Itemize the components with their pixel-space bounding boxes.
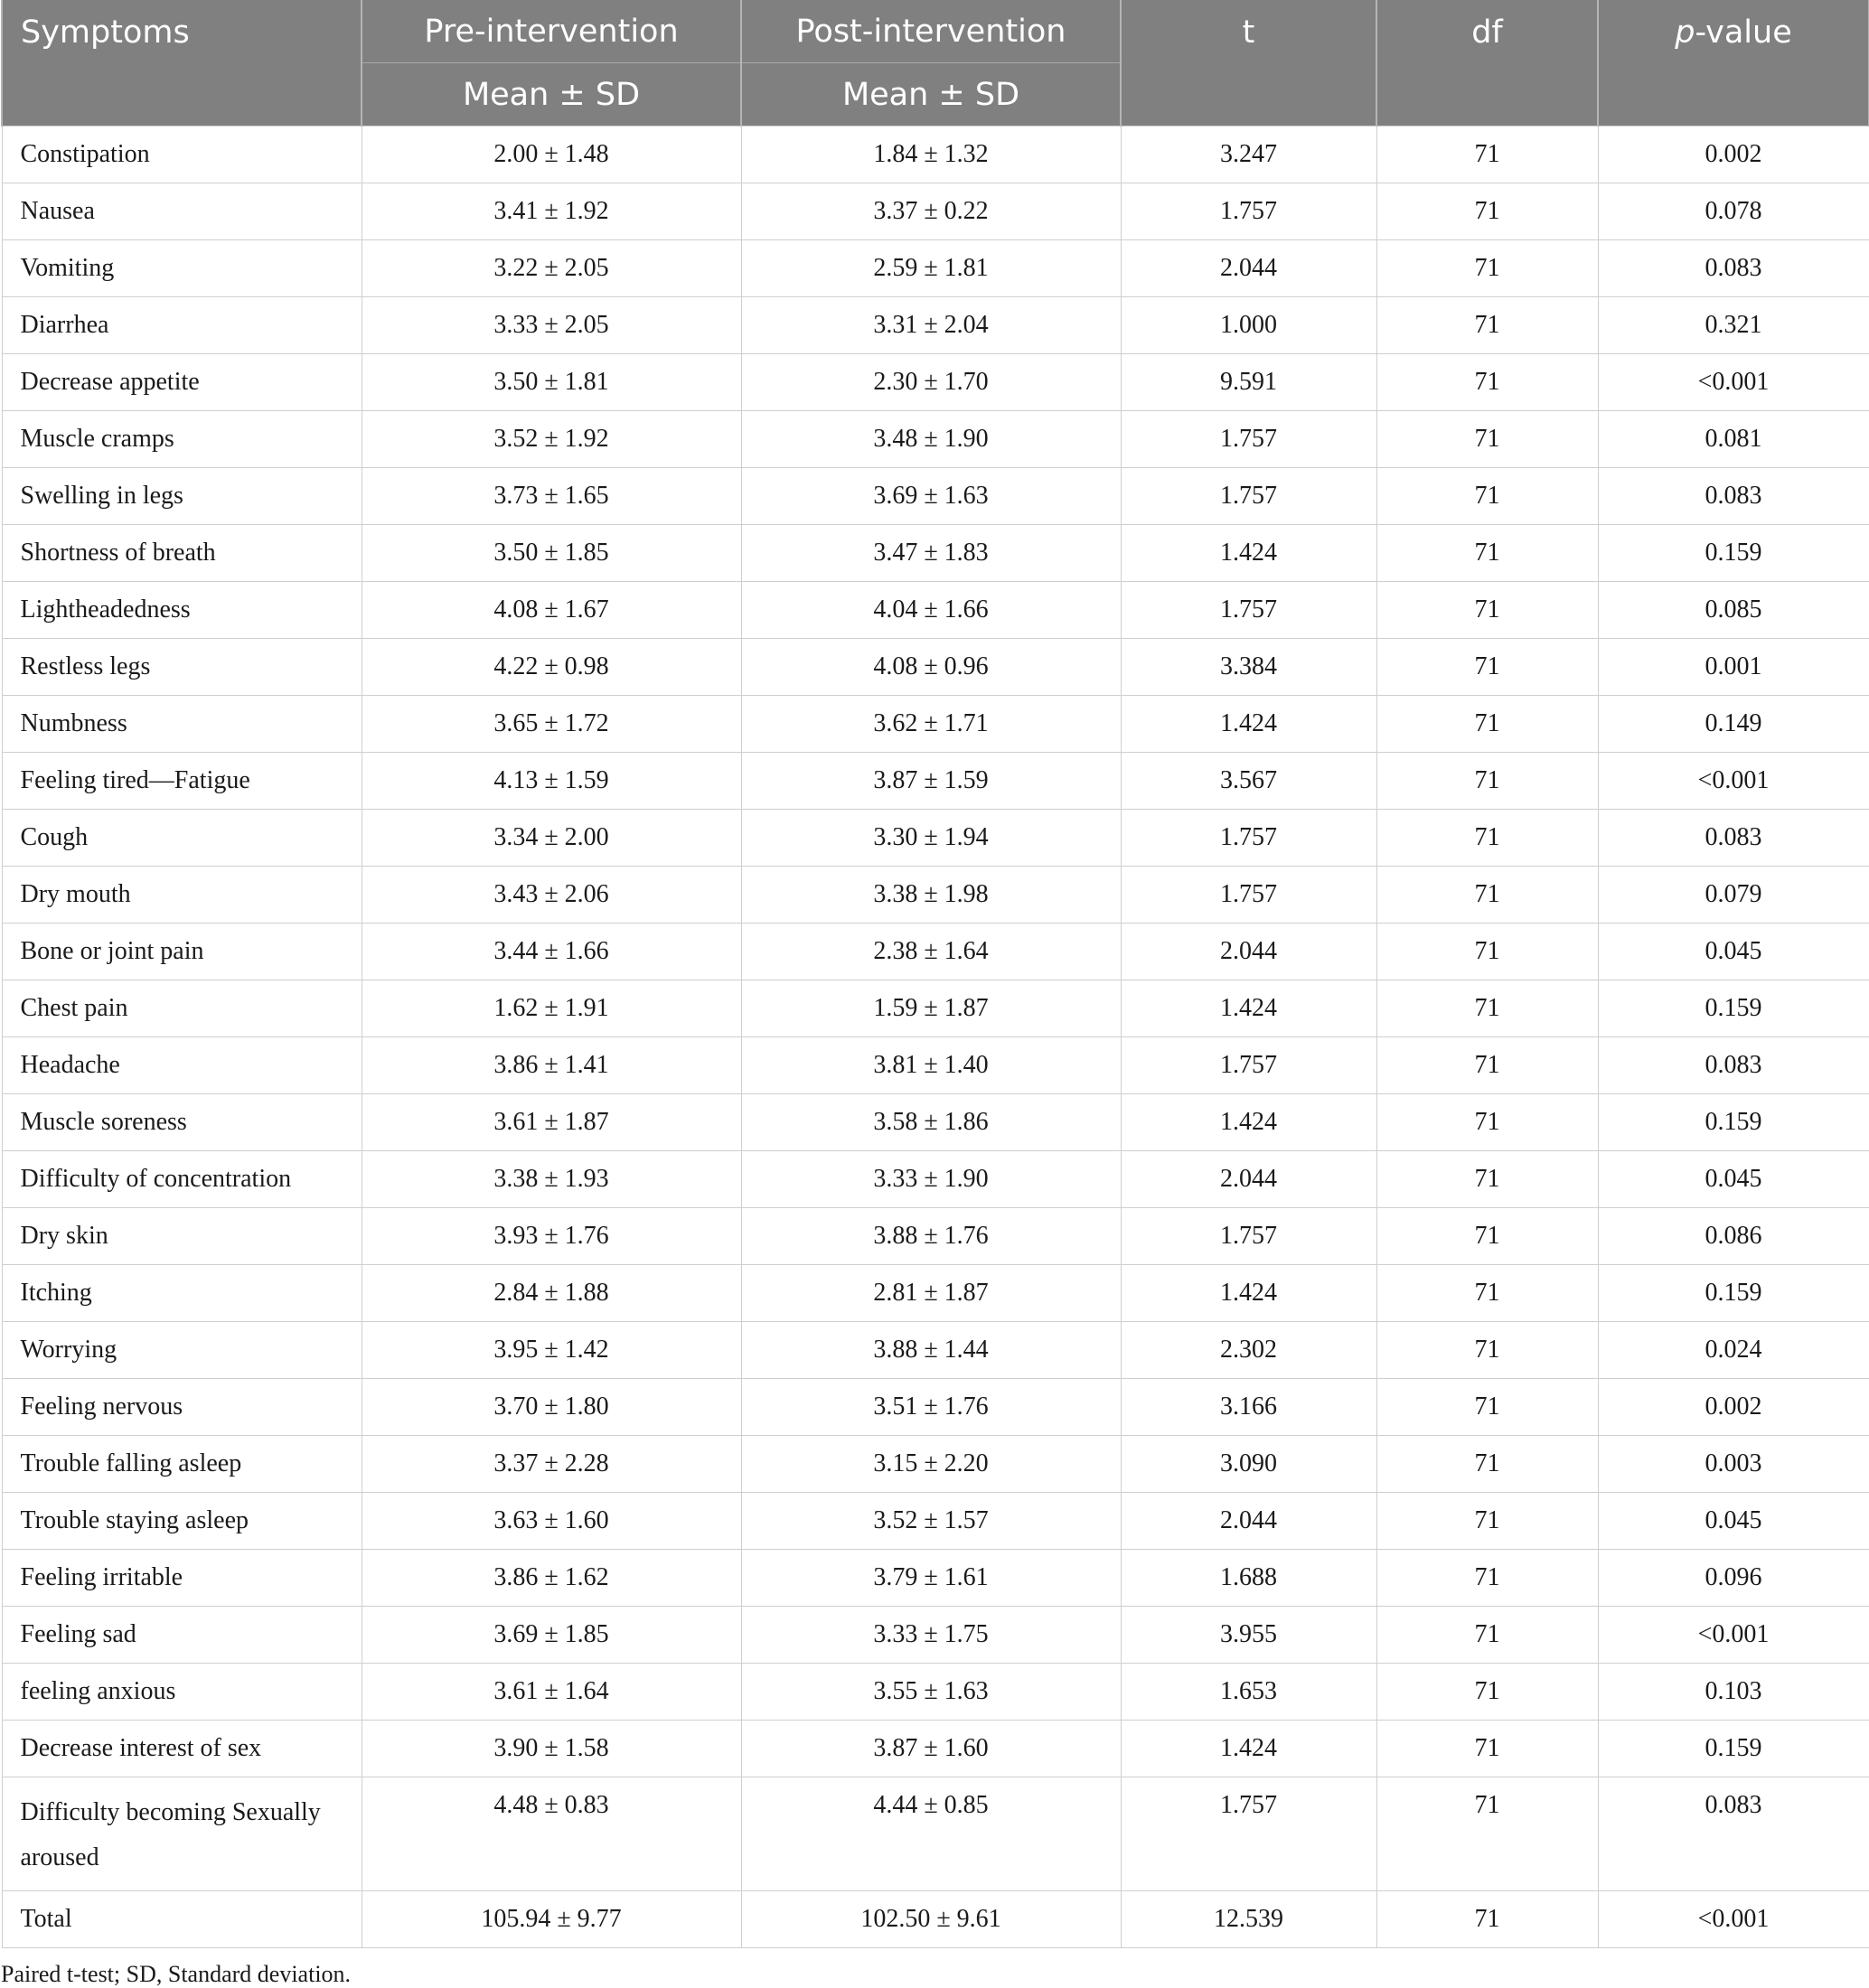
cell-t: 1.688 bbox=[1121, 1550, 1376, 1607]
cell-t: 12.539 bbox=[1121, 1891, 1376, 1948]
table-header bbox=[2, 0, 1869, 127]
cell-post-intervention: 3.69 ± 1.63 bbox=[741, 468, 1121, 525]
cell-t: 2.302 bbox=[1121, 1322, 1376, 1379]
cell-pre-intervention: 3.63 ± 1.60 bbox=[362, 1493, 741, 1550]
cell-pre-intervention: 3.22 ± 2.05 bbox=[362, 240, 741, 297]
table-row bbox=[2, 753, 1869, 810]
cell-p-value: 0.085 bbox=[1598, 582, 1869, 639]
cell-p-value: <0.001 bbox=[1598, 1891, 1869, 1948]
cell-df: 71 bbox=[1376, 1436, 1598, 1493]
cell-pre-intervention: 3.61 ± 1.87 bbox=[362, 1094, 741, 1151]
cell-post-intervention: 3.58 ± 1.86 bbox=[741, 1094, 1121, 1151]
table-row bbox=[2, 1777, 1869, 1891]
table-row bbox=[2, 582, 1869, 639]
header-t: t bbox=[1121, 0, 1376, 127]
cell-post-intervention: 4.44 ± 0.85 bbox=[741, 1777, 1121, 1891]
cell-p-value: 0.078 bbox=[1598, 183, 1869, 240]
cell-post-intervention: 3.52 ± 1.57 bbox=[741, 1493, 1121, 1550]
cell-symptom: Trouble falling asleep bbox=[2, 1436, 362, 1493]
cell-symptom: feeling anxious bbox=[2, 1664, 362, 1721]
cell-post-intervention: 3.87 ± 1.60 bbox=[741, 1721, 1121, 1777]
cell-symptom: Nausea bbox=[2, 183, 362, 240]
cell-symptom: Diarrhea bbox=[2, 297, 362, 354]
cell-pre-intervention: 3.33 ± 2.05 bbox=[362, 297, 741, 354]
cell-df: 71 bbox=[1376, 867, 1598, 924]
cell-df: 71 bbox=[1376, 1607, 1598, 1664]
cell-pre-intervention: 4.22 ± 0.98 bbox=[362, 639, 741, 696]
cell-df: 71 bbox=[1376, 696, 1598, 753]
cell-post-intervention: 3.87 ± 1.59 bbox=[741, 753, 1121, 810]
cell-post-intervention: 2.59 ± 1.81 bbox=[741, 240, 1121, 297]
cell-p-value: <0.001 bbox=[1598, 1607, 1869, 1664]
cell-symptom: Muscle soreness bbox=[2, 1094, 362, 1151]
cell-p-value: 0.045 bbox=[1598, 1151, 1869, 1208]
cell-p-value: <0.001 bbox=[1598, 354, 1869, 411]
table-row bbox=[2, 297, 1869, 354]
table-row bbox=[2, 1379, 1869, 1436]
cell-p-value: 0.321 bbox=[1598, 297, 1869, 354]
cell-symptom: Decrease appetite bbox=[2, 354, 362, 411]
cell-t: 1.757 bbox=[1121, 1777, 1376, 1891]
cell-t: 1.757 bbox=[1121, 810, 1376, 867]
cell-pre-intervention: 105.94 ± 9.77 bbox=[362, 1891, 741, 1948]
table-row bbox=[2, 1037, 1869, 1094]
cell-symptom: Decrease interest of sex bbox=[2, 1721, 362, 1777]
cell-t: 3.247 bbox=[1121, 127, 1376, 183]
cell-pre-intervention: 3.90 ± 1.58 bbox=[362, 1721, 741, 1777]
cell-post-intervention: 3.47 ± 1.83 bbox=[741, 525, 1121, 582]
cell-df: 71 bbox=[1376, 297, 1598, 354]
table-row bbox=[2, 810, 1869, 867]
cell-pre-intervention: 3.52 ± 1.92 bbox=[362, 411, 741, 468]
cell-post-intervention: 3.62 ± 1.71 bbox=[741, 696, 1121, 753]
cell-post-intervention: 3.88 ± 1.44 bbox=[741, 1322, 1121, 1379]
cell-post-intervention: 2.81 ± 1.87 bbox=[741, 1265, 1121, 1322]
cell-df: 71 bbox=[1376, 1094, 1598, 1151]
cell-symptom: Difficulty becoming Sexually aroused bbox=[2, 1777, 362, 1891]
cell-symptom: Feeling sad bbox=[2, 1607, 362, 1664]
cell-symptom: Itching bbox=[2, 1265, 362, 1322]
cell-symptom: Cough bbox=[2, 810, 362, 867]
table-row bbox=[2, 924, 1869, 980]
cell-t: 1.757 bbox=[1121, 867, 1376, 924]
cell-df: 71 bbox=[1376, 183, 1598, 240]
cell-symptom: Dry skin bbox=[2, 1208, 362, 1265]
table-row bbox=[2, 127, 1869, 183]
cell-p-value: <0.001 bbox=[1598, 753, 1869, 810]
cell-symptom: Constipation bbox=[2, 127, 362, 183]
cell-symptom: Lightheadedness bbox=[2, 582, 362, 639]
cell-post-intervention: 3.81 ± 1.40 bbox=[741, 1037, 1121, 1094]
cell-t: 1.424 bbox=[1121, 696, 1376, 753]
cell-p-value: 0.159 bbox=[1598, 525, 1869, 582]
table-row bbox=[2, 240, 1869, 297]
cell-t: 1.757 bbox=[1121, 582, 1376, 639]
cell-df: 71 bbox=[1376, 127, 1598, 183]
cell-p-value: 0.003 bbox=[1598, 1436, 1869, 1493]
cell-pre-intervention: 4.08 ± 1.67 bbox=[362, 582, 741, 639]
cell-p-value: 0.159 bbox=[1598, 1094, 1869, 1151]
table-row bbox=[2, 696, 1869, 753]
cell-p-value: 0.083 bbox=[1598, 810, 1869, 867]
cell-p-value: 0.001 bbox=[1598, 639, 1869, 696]
cell-pre-intervention: 3.34 ± 2.00 bbox=[362, 810, 741, 867]
cell-t: 1.424 bbox=[1121, 1721, 1376, 1777]
cell-post-intervention: 4.08 ± 0.96 bbox=[741, 639, 1121, 696]
cell-pre-intervention: 3.50 ± 1.81 bbox=[362, 354, 741, 411]
cell-p-value: 0.024 bbox=[1598, 1322, 1869, 1379]
cell-df: 71 bbox=[1376, 1322, 1598, 1379]
table-row bbox=[2, 1322, 1869, 1379]
cell-p-value: 0.045 bbox=[1598, 1493, 1869, 1550]
table-row bbox=[2, 1664, 1869, 1721]
table-row bbox=[2, 639, 1869, 696]
cell-symptom: Restless legs bbox=[2, 639, 362, 696]
cell-post-intervention: 2.30 ± 1.70 bbox=[741, 354, 1121, 411]
table-row bbox=[2, 1550, 1869, 1607]
table-row bbox=[2, 1721, 1869, 1777]
header-post-intervention: Post-intervention bbox=[741, 0, 1121, 63]
cell-t: 2.044 bbox=[1121, 240, 1376, 297]
cell-p-value: 0.083 bbox=[1598, 1777, 1869, 1891]
cell-symptom: Trouble staying asleep bbox=[2, 1493, 362, 1550]
cell-pre-intervention: 4.13 ± 1.59 bbox=[362, 753, 741, 810]
cell-df: 71 bbox=[1376, 1265, 1598, 1322]
cell-post-intervention: 3.37 ± 0.22 bbox=[741, 183, 1121, 240]
header-p-value bbox=[1598, 0, 1869, 127]
cell-post-intervention: 102.50 ± 9.61 bbox=[741, 1891, 1121, 1948]
cell-df: 71 bbox=[1376, 1208, 1598, 1265]
cell-df: 71 bbox=[1376, 1891, 1598, 1948]
cell-post-intervention: 2.38 ± 1.64 bbox=[741, 924, 1121, 980]
cell-t: 1.757 bbox=[1121, 411, 1376, 468]
cell-df: 71 bbox=[1376, 980, 1598, 1037]
cell-symptom: Muscle cramps bbox=[2, 411, 362, 468]
cell-post-intervention: 3.79 ± 1.61 bbox=[741, 1550, 1121, 1607]
cell-t: 2.044 bbox=[1121, 1151, 1376, 1208]
table-row bbox=[2, 183, 1869, 240]
cell-p-value: 0.159 bbox=[1598, 1265, 1869, 1322]
symptoms-table bbox=[1, 0, 1869, 1948]
cell-p-value: 0.086 bbox=[1598, 1208, 1869, 1265]
cell-symptom: Worrying bbox=[2, 1322, 362, 1379]
cell-post-intervention: 3.55 ± 1.63 bbox=[741, 1664, 1121, 1721]
cell-pre-intervention: 1.62 ± 1.91 bbox=[362, 980, 741, 1037]
cell-t: 3.567 bbox=[1121, 753, 1376, 810]
cell-df: 71 bbox=[1376, 525, 1598, 582]
cell-t: 1.424 bbox=[1121, 980, 1376, 1037]
cell-pre-intervention: 3.38 ± 1.93 bbox=[362, 1151, 741, 1208]
table-row bbox=[2, 1891, 1869, 1948]
cell-pre-intervention: 3.86 ± 1.41 bbox=[362, 1037, 741, 1094]
cell-df: 71 bbox=[1376, 1493, 1598, 1550]
cell-t: 3.384 bbox=[1121, 639, 1376, 696]
cell-t: 1.757 bbox=[1121, 468, 1376, 525]
cell-t: 2.044 bbox=[1121, 1493, 1376, 1550]
cell-p-value: 0.149 bbox=[1598, 696, 1869, 753]
cell-p-value: 0.083 bbox=[1598, 468, 1869, 525]
table-body bbox=[2, 127, 1869, 1948]
cell-df: 71 bbox=[1376, 810, 1598, 867]
cell-df: 71 bbox=[1376, 1664, 1598, 1721]
header-symptoms: Symptoms bbox=[2, 0, 362, 127]
table-row bbox=[2, 525, 1869, 582]
header-post-mean-sd: Mean ± SD bbox=[741, 63, 1121, 127]
table-row bbox=[2, 354, 1869, 411]
cell-pre-intervention: 3.43 ± 2.06 bbox=[362, 867, 741, 924]
cell-post-intervention: 1.84 ± 1.32 bbox=[741, 127, 1121, 183]
cell-p-value: 0.079 bbox=[1598, 867, 1869, 924]
cell-p-value: 0.096 bbox=[1598, 1550, 1869, 1607]
cell-t: 1.424 bbox=[1121, 1265, 1376, 1322]
table-row bbox=[2, 468, 1869, 525]
cell-df: 71 bbox=[1376, 1151, 1598, 1208]
cell-p-value: 0.045 bbox=[1598, 924, 1869, 980]
cell-post-intervention: 3.15 ± 2.20 bbox=[741, 1436, 1121, 1493]
cell-t: 9.591 bbox=[1121, 354, 1376, 411]
cell-df: 71 bbox=[1376, 753, 1598, 810]
table-row bbox=[2, 411, 1869, 468]
cell-df: 71 bbox=[1376, 1550, 1598, 1607]
table-row bbox=[2, 1607, 1869, 1664]
cell-pre-intervention: 2.00 ± 1.48 bbox=[362, 127, 741, 183]
table-row bbox=[2, 1493, 1869, 1550]
cell-t: 1.757 bbox=[1121, 1037, 1376, 1094]
cell-t: 1.424 bbox=[1121, 525, 1376, 582]
table-row bbox=[2, 1265, 1869, 1322]
cell-post-intervention: 3.31 ± 2.04 bbox=[741, 297, 1121, 354]
cell-symptom: Bone or joint pain bbox=[2, 924, 362, 980]
header-pre-intervention: Pre-intervention bbox=[362, 0, 741, 63]
cell-df: 71 bbox=[1376, 240, 1598, 297]
cell-t: 1.757 bbox=[1121, 1208, 1376, 1265]
cell-p-value: 0.081 bbox=[1598, 411, 1869, 468]
cell-pre-intervention: 3.37 ± 2.28 bbox=[362, 1436, 741, 1493]
table-row bbox=[2, 1151, 1869, 1208]
cell-df: 71 bbox=[1376, 468, 1598, 525]
cell-t: 1.653 bbox=[1121, 1664, 1376, 1721]
table-row bbox=[2, 1436, 1869, 1493]
cell-pre-intervention: 3.61 ± 1.64 bbox=[362, 1664, 741, 1721]
cell-symptom: Vomiting bbox=[2, 240, 362, 297]
cell-df: 71 bbox=[1376, 1777, 1598, 1891]
cell-p-value: 0.002 bbox=[1598, 127, 1869, 183]
cell-df: 71 bbox=[1376, 639, 1598, 696]
header-p-italic: p bbox=[1675, 14, 1695, 51]
cell-post-intervention: 3.33 ± 1.75 bbox=[741, 1607, 1121, 1664]
cell-symptom: Numbness bbox=[2, 696, 362, 753]
header-df: df bbox=[1376, 0, 1598, 127]
cell-t: 3.090 bbox=[1121, 1436, 1376, 1493]
cell-symptom: Feeling irritable bbox=[2, 1550, 362, 1607]
cell-df: 71 bbox=[1376, 924, 1598, 980]
cell-df: 71 bbox=[1376, 582, 1598, 639]
cell-symptom: Headache bbox=[2, 1037, 362, 1094]
cell-symptom: Total bbox=[2, 1891, 362, 1948]
cell-t: 2.044 bbox=[1121, 924, 1376, 980]
cell-pre-intervention: 3.70 ± 1.80 bbox=[362, 1379, 741, 1436]
table-row bbox=[2, 980, 1869, 1037]
cell-symptom: Dry mouth bbox=[2, 867, 362, 924]
table-row bbox=[2, 867, 1869, 924]
cell-pre-intervention: 3.44 ± 1.66 bbox=[362, 924, 741, 980]
cell-symptom: Shortness of breath bbox=[2, 525, 362, 582]
cell-p-value: 0.159 bbox=[1598, 1721, 1869, 1777]
cell-pre-intervention: 3.93 ± 1.76 bbox=[362, 1208, 741, 1265]
cell-p-value: 0.103 bbox=[1598, 1664, 1869, 1721]
cell-symptom: Feeling nervous bbox=[2, 1379, 362, 1436]
cell-df: 71 bbox=[1376, 1379, 1598, 1436]
cell-pre-intervention: 4.48 ± 0.83 bbox=[362, 1777, 741, 1891]
cell-t: 3.166 bbox=[1121, 1379, 1376, 1436]
cell-df: 71 bbox=[1376, 1721, 1598, 1777]
cell-post-intervention: 3.38 ± 1.98 bbox=[741, 867, 1121, 924]
cell-t: 3.955 bbox=[1121, 1607, 1376, 1664]
header-pre-mean-sd: Mean ± SD bbox=[362, 63, 741, 127]
table-row bbox=[2, 1208, 1869, 1265]
cell-post-intervention: 3.48 ± 1.90 bbox=[741, 411, 1121, 468]
cell-t: 1.000 bbox=[1121, 297, 1376, 354]
cell-pre-intervention: 3.86 ± 1.62 bbox=[362, 1550, 741, 1607]
cell-p-value: 0.083 bbox=[1598, 1037, 1869, 1094]
cell-pre-intervention: 3.65 ± 1.72 bbox=[362, 696, 741, 753]
cell-pre-intervention: 3.50 ± 1.85 bbox=[362, 525, 741, 582]
cell-symptom: Feeling tired—Fatigue bbox=[2, 753, 362, 810]
cell-post-intervention: 3.30 ± 1.94 bbox=[741, 810, 1121, 867]
cell-p-value: 0.002 bbox=[1598, 1379, 1869, 1436]
cell-post-intervention: 1.59 ± 1.87 bbox=[741, 980, 1121, 1037]
cell-post-intervention: 3.51 ± 1.76 bbox=[741, 1379, 1121, 1436]
cell-pre-intervention: 2.84 ± 1.88 bbox=[362, 1265, 741, 1322]
cell-symptom: Difficulty of concentration bbox=[2, 1151, 362, 1208]
cell-df: 71 bbox=[1376, 1037, 1598, 1094]
cell-t: 1.757 bbox=[1121, 183, 1376, 240]
cell-pre-intervention: 3.69 ± 1.85 bbox=[362, 1607, 741, 1664]
cell-symptom: Chest pain bbox=[2, 980, 362, 1037]
cell-t: 1.424 bbox=[1121, 1094, 1376, 1151]
cell-p-value: 0.159 bbox=[1598, 980, 1869, 1037]
cell-post-intervention: 3.88 ± 1.76 bbox=[741, 1208, 1121, 1265]
cell-pre-intervention: 3.95 ± 1.42 bbox=[362, 1322, 741, 1379]
cell-df: 71 bbox=[1376, 354, 1598, 411]
table-row bbox=[2, 1094, 1869, 1151]
cell-pre-intervention: 3.73 ± 1.65 bbox=[362, 468, 741, 525]
cell-pre-intervention: 3.41 ± 1.92 bbox=[362, 183, 741, 240]
table-footnote: Paired t-test; SD, Standard deviation. bbox=[1, 1961, 352, 1987]
cell-post-intervention: 3.33 ± 1.90 bbox=[741, 1151, 1121, 1208]
cell-symptom: Swelling in legs bbox=[2, 468, 362, 525]
header-p-rest: -value bbox=[1695, 14, 1792, 51]
cell-df: 71 bbox=[1376, 411, 1598, 468]
cell-post-intervention: 4.04 ± 1.66 bbox=[741, 582, 1121, 639]
cell-p-value: 0.083 bbox=[1598, 240, 1869, 297]
